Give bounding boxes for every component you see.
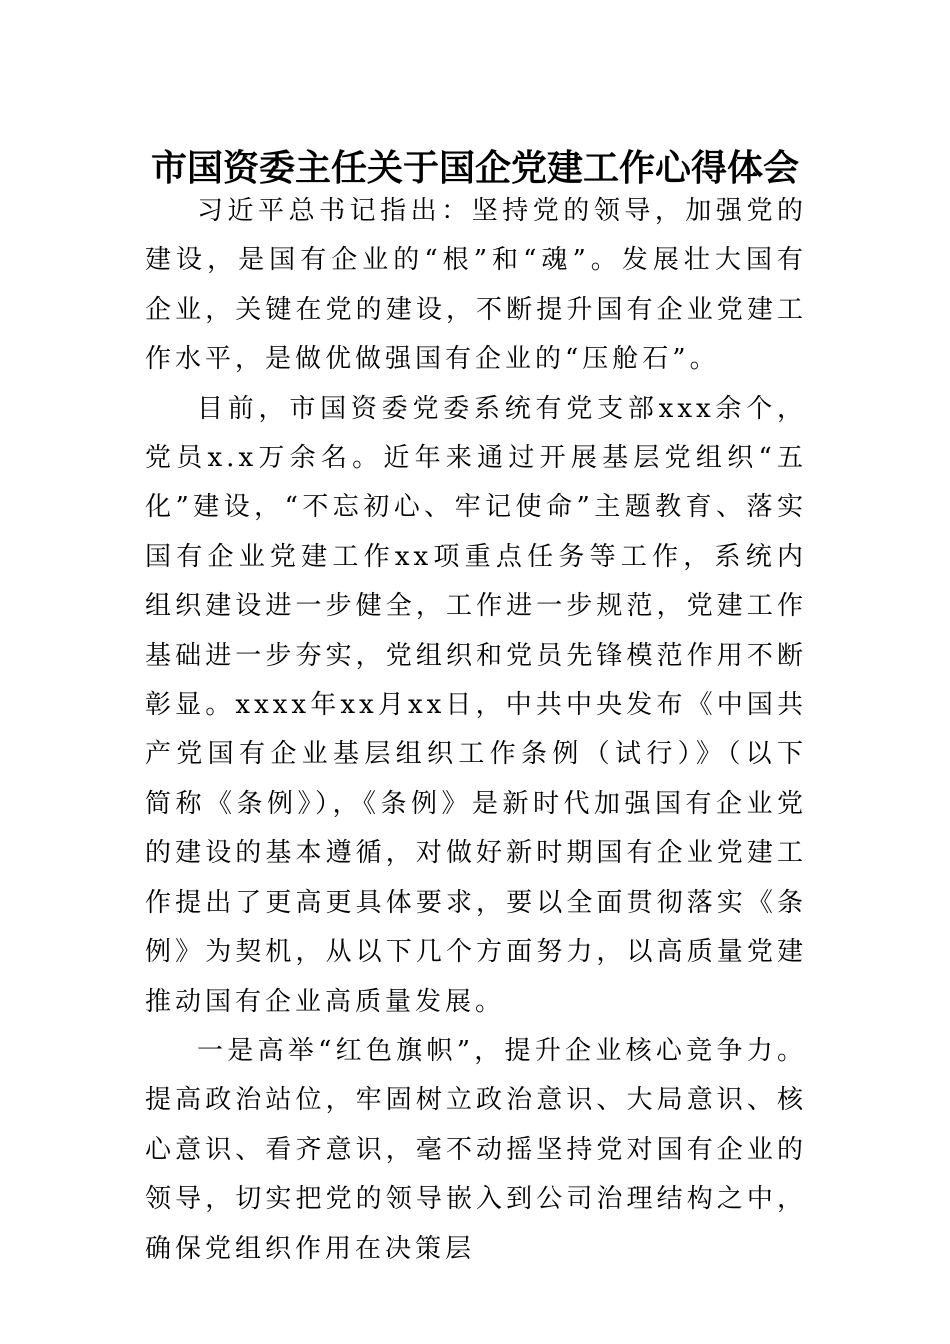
document-body bbox=[145, 187, 807, 1274]
document-title: 市国资委主任关于国企党建工作心得体会 bbox=[150, 147, 799, 189]
paragraph-2: 目前，市国资委党委系统有党支部xxx余个，党员x.x万余名。近年来通过开展基层党组织“五化”建设，“不忘初心、牢记使命”主题教育、落实国有企业党建工作xx项重点任务等工作，系统内组织建设进一步健全，工作进一步规范，党建工作基础进一步夯实，党组织和党员先锋模范作用不断彰显。xxxx年xx月xx日，中共中央发布《中国共产党国有企业基层组织工作条例（试行）》（以下简称《条例》），《条例》是新时代加强国有企业党的建设的基本遵循，对做好新时期国有企业党建工作提出了更高更具体要求，要以全面贯彻落实《条例》为契机，从以下几个方面努力，以高质量党建推动国有企业高质量发展。 bbox=[145, 393, 807, 1017]
paragraph-1: 习近平总书记指出：坚持党的领导，加强党的建设，是国有企业的“根”和“魂”。发展壮大国有企业，关键在党的建设，不断提升国有企业党建工作水平，是做优做强国有企业的“压舱石”。 bbox=[145, 196, 807, 375]
paragraph-3: 一是高举“红色旗帜”，提升企业核心竞争力。提高政治站位，牢固树立政治意识、大局意识、核心意识、看齐意识，毫不动摇坚持党对国有企业的领导，切实把党的领导嵌入到公司治理结构之中，确保党组织作用在决策层 bbox=[145, 1035, 807, 1264]
